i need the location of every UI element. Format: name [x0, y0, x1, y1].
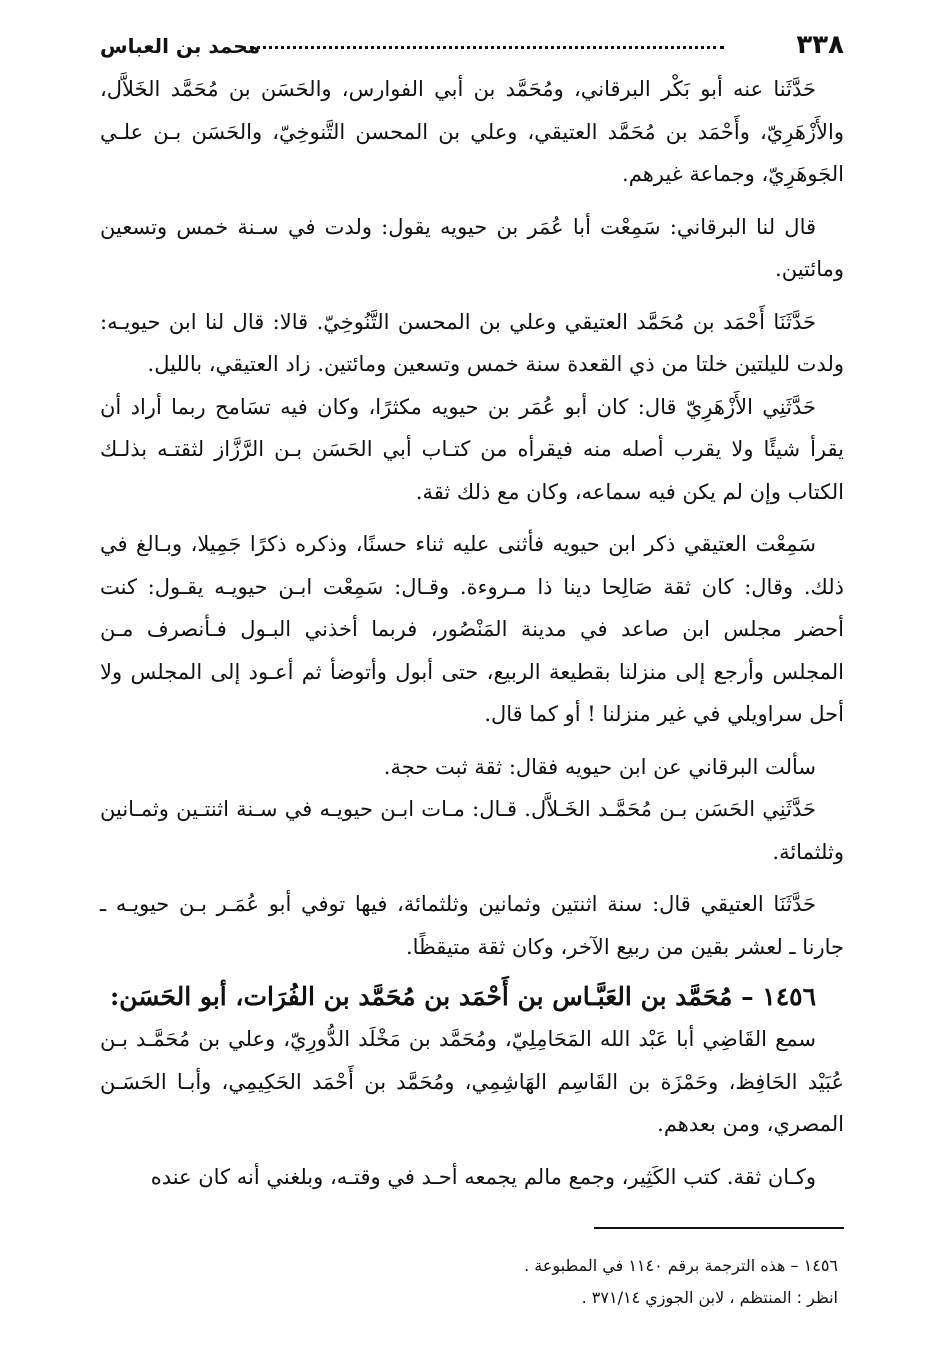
- paragraph: حَدَّثَنَا أَحْمَد بن مُحَمَّد العتيقي وعلي بن المحسن التَّنُوخِيّ. قالا: قال لنا ابن حيويـه: ولدت لليلتين خلتا من ذي القعدة سنة خمس وتسعين ومائتين. زاد العتيقي، بالليل.: [100, 309, 844, 376]
- paragraph: سمع القَاضِي أبا عَبْد الله المَحَامِلِيّ، ومُحَمَّد بن مَخْلَد الدُّورِيّ، وعلي بن مُحَمَّـد بـن عُبَيْد الحَافِظ، وحَمْزَة بن القَاسِم الهَاشِمِي، ومُحَمَّد بن أَحْمَد الحَكِيمِي، وأبـا الحَسَـن المصري، ومن بعدهم.: [100, 1027, 844, 1136]
- paragraph: حَدَّثَنا عنه أبو بَكْر البرقاني، ومُحَمَّد بن أبي الفوارس، والحَسَن بن مُحَمَّد الخَلاَّل، والأَزْهَرِيّ، وأَحْمَد بن مُحَمَّد العتيقي، وعلي بن المحسن التَّنوخِيّ، والحَسَن بـن علـي الجَوهَرِيّ، وجماعة غيرهم.: [100, 77, 844, 186]
- page-number: ٣٣٨: [796, 30, 844, 60]
- paragraph: حَدَّثَنَا العتيقي قال: سنة اثنتين وثمانين وثلثمائة، فيها توفي أبو عُمَـر بـن حيويـه ـ جارنا ـ لعشر بقين من ربيع الآخر، وكان ثقة متيقظًا.: [100, 892, 844, 959]
- page-body: [100, 68, 844, 1198]
- paragraph: سألت البرقاني عن ابن حيويه فقال: ثقة ثبت حجة.: [383, 754, 816, 779]
- running-head: محمد بن العباس: [100, 34, 261, 58]
- page-header: [100, 30, 844, 66]
- footnote: ١٤٥٦ – هذه الترجمة برقم ١١٤٠ في المطبوعة .: [524, 1256, 838, 1275]
- entry-heading: ١٤٥٦ – مُحَمَّد بن العَبَّـاس بن أَحْمَد بن مُحَمَّد بن الفُرَات، أبو الحَسَن:: [109, 982, 816, 1011]
- paragraph: حَدَّثَنِي الأَزْهَرِيّ قال: كان أبو عُمَر بن حيويه مكثرًا، وكان فيه تسَامح ربما أراد أن يقرأ شيئًا ولا يقرب أصله منه فيقرأه من كتـاب أبي الحَسَن بـن الرَّزَّاز لثقتـه بذلـك الكتاب وإن لم يكن فيه سماعه، وكان مع ذلك ثقة.: [100, 394, 844, 504]
- footnote-separator: [594, 1227, 844, 1229]
- paragraph: وكـان ثقة. كتب الكَثِير، وجمع مالم يجمعه أحـد في وقتـه، وبلغني أنه كان عنده: [150, 1164, 816, 1189]
- header-dot-leader: [250, 46, 724, 49]
- paragraph: سَمِعْت العتيقي ذكر ابن حيويه فأثنى عليه ثناء حسنًا، وذكره ذكرًا جَمِيلا، وبـالغ في ذلك. وقال: كان ثقة صَالِحا دينا ذا مـروءة. وقـال: سَمِعْت ابـن حيويـه يقـول: كنت أحضر مجلس ابن صاعد في مدينة المَنْصُور، فربما أخذني البـول فـأنصرف مـن المجلس وأرجع إلى منزلنا بقطيعة الربيع، حتى أبول وأتوضأ ثم أعـود إلى المجلس ولا أحل سراويلي في غير منزلنا ! أو كما قال.: [100, 532, 844, 726]
- footnotes: [100, 1250, 844, 1314]
- paragraph: قال لنا البرقاني: سَمِعْت أبا عُمَر بن حيويه يقول: ولدت في سـنة خمس وتسعين ومائتين.: [100, 214, 844, 281]
- paragraph: حَدَّثَنِي الحَسَن بـن مُحَمَّـد الخَـلاَّل. قـال: مـات ابـن حيويـه في سـنة اثنتـين وثمـانين وثلثمائة.: [100, 797, 844, 864]
- footnote: انظر : المنتظم ، لابن الجوزي ٣٧١/١٤ .: [581, 1288, 838, 1307]
